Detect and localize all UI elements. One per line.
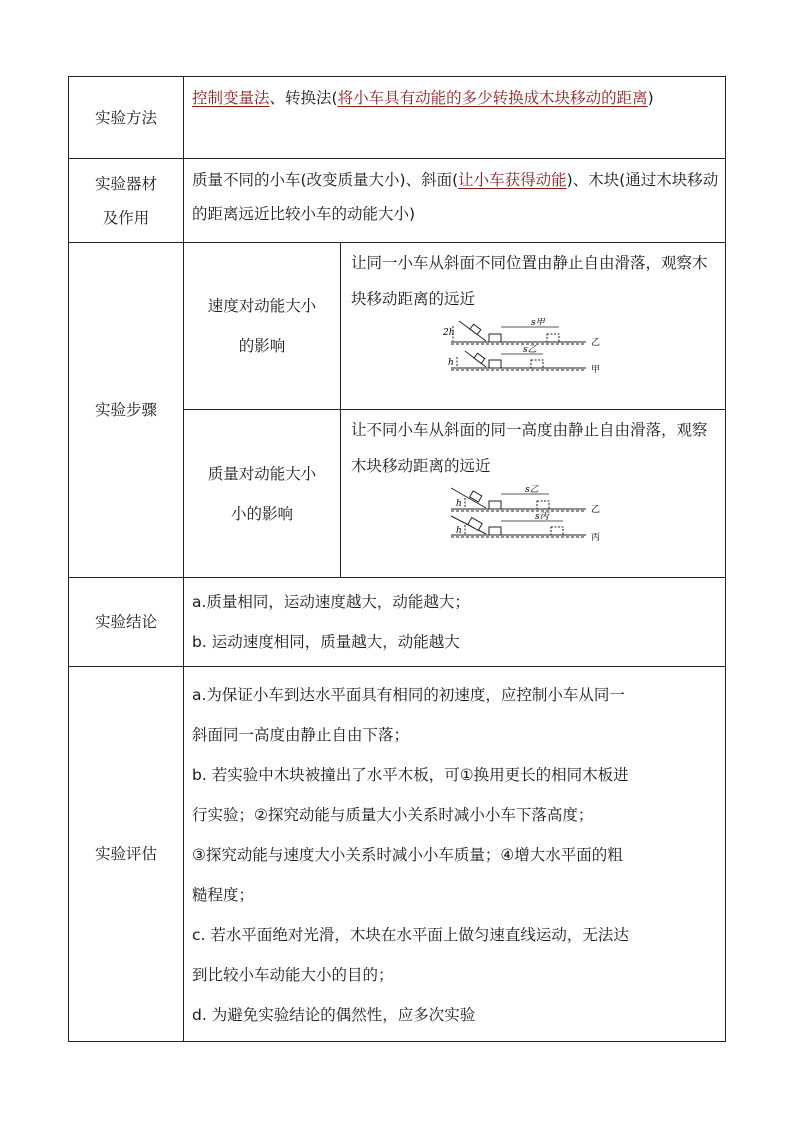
sub-speed-line2: 的影响 xyxy=(238,337,286,355)
label-2h: 2h xyxy=(443,328,455,338)
conclusion-line-b: b. 运动速度相同，质量越大，动能越大 xyxy=(192,633,460,651)
conclusion-content xyxy=(184,578,726,667)
label-h-bottom: h xyxy=(456,526,462,536)
method-sep: 、转换法( xyxy=(269,89,338,107)
sub-mass-line1: 质量对动能大小 xyxy=(207,464,317,483)
method-conversion-detail: 将小车具有动能的多少转换成木块移动的距离 xyxy=(337,89,648,107)
mass-text: 让不同小车从斜面的同一高度由静止自由滑落，观察木块移动距离的远近 xyxy=(351,421,708,475)
label-equipment-line1: 实验器材 xyxy=(94,174,157,193)
eval-line: c. 若水平面绝对光滑，木块在水平面上做匀速直线运动，无法达 xyxy=(192,926,629,944)
eval-line: a.为保证小车到达水平面具有相同的初速度，应控制小车从同一 xyxy=(192,686,625,704)
equipment-content xyxy=(184,159,726,243)
eval-line: ③探究动能与速度大小关系时减小小车质量；④增大水平面的粗 xyxy=(192,846,623,864)
sub-mass-line2: 小的影响 xyxy=(230,504,293,523)
label-s-yi-2: s乙 xyxy=(525,485,539,495)
label-bing: 丙 xyxy=(591,533,601,543)
label-equipment xyxy=(69,159,184,243)
label-s-yi: s乙 xyxy=(523,345,537,355)
label-method: 实验方法 xyxy=(69,77,184,159)
row-conclusion xyxy=(69,578,726,667)
equipment-slope-purpose: 让小车获得动能 xyxy=(458,171,567,189)
label-h-top: h xyxy=(456,499,462,509)
block-final-icon xyxy=(547,334,559,342)
method-control-variable: 控制变量法 xyxy=(192,89,270,107)
equipment-t3: )、木块(通过木块移动的距离远近比较小车的动能大小) xyxy=(192,171,719,223)
eval-line: 行实验；②探究动能与质量大小关系时减小小车下落高度； xyxy=(192,806,594,824)
sub-mass xyxy=(184,410,341,578)
eval-line: d. 为避免实验结论的偶然性，应多次实验 xyxy=(192,1006,476,1024)
speed-diagram xyxy=(431,317,631,379)
row-method xyxy=(69,77,726,159)
experiment-table xyxy=(68,76,726,1042)
method-close: ) xyxy=(647,89,654,107)
row-evaluation xyxy=(69,667,726,1042)
sub-speed-line1: 速度对动能大小 xyxy=(207,297,317,315)
cart-icon xyxy=(470,324,481,334)
method-content xyxy=(184,77,726,159)
eval-line: b. 若实验中木块被撞出了水平木板，可①换用更长的相同木板进 xyxy=(192,766,629,784)
label-evaluation: 实验评估 xyxy=(69,667,184,1042)
evaluation-content xyxy=(184,667,726,1042)
mass-diagram xyxy=(431,484,631,546)
row-steps-speed xyxy=(69,243,726,410)
label-yi: 甲 xyxy=(591,365,601,375)
label-yi-2: 乙 xyxy=(591,505,601,515)
mass-cell xyxy=(341,410,726,578)
conclusion-line-a: a.质量相同，运动速度越大，动能越大； xyxy=(192,593,470,611)
equipment-t1: 质量不同的小车(改变质量大小)、斜面( xyxy=(192,171,459,189)
label-steps: 实验步骤 xyxy=(69,243,184,578)
label-conclusion: 实验结论 xyxy=(69,578,184,667)
label-h: h xyxy=(448,358,454,368)
eval-line: 糙程度； xyxy=(192,886,255,904)
eval-line: 斜面同一高度由静止自由下落； xyxy=(192,726,410,744)
sub-speed xyxy=(184,243,341,410)
label-s-bing: s丙 xyxy=(535,512,549,522)
row-equipment xyxy=(69,159,726,243)
speed-text: 让同一小车从斜面不同位置由静止自由滑落，观察木块移动距离的远近 xyxy=(351,254,708,308)
label-s-jia: s甲 xyxy=(531,318,545,328)
block-icon xyxy=(489,334,501,342)
label-equipment-line2: 及作用 xyxy=(102,208,150,227)
eval-line: 到比较小车动能大小的目的； xyxy=(192,966,394,984)
speed-cell xyxy=(341,243,726,410)
label-jia: 乙 xyxy=(591,338,601,348)
